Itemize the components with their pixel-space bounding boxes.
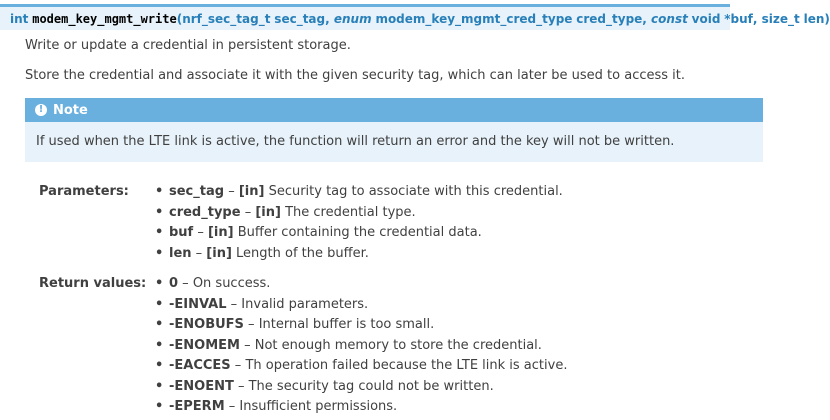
list-item: • sec_tag – [in] Security tag to associate with this credential. (155, 182, 563, 203)
return-type: int (10, 11, 29, 26)
param-prefix-enum: enum (333, 11, 372, 26)
param-name-len: len (803, 11, 825, 26)
list-item: • -ENOMEM – Not enough memory to store the credential. (155, 336, 567, 357)
summary-text: Write or update a credential in persistent storage. (25, 38, 351, 53)
parameters-label: Parameters: (39, 184, 129, 199)
note-title: Note (53, 102, 88, 118)
open-paren: ( (176, 11, 183, 26)
list-item: • len – [in] Length of the buffer. (155, 244, 563, 265)
list-item: • -ENOBUFS – Internal buffer is too small. (155, 315, 567, 336)
list-item: • buf – [in] Buffer containing the credential data. (155, 223, 563, 244)
close-paren: ) (824, 11, 830, 26)
note-body: If used when the LTE link is active, the function will return an error and the key will not be written. (36, 134, 675, 149)
parameters-list (155, 182, 563, 264)
list-item: • cred_type – [in] The credential type. (155, 203, 563, 224)
param-type-sec-tag[interactable]: nrf_sec_tag_t (182, 11, 271, 26)
list-item: • -ENOENT – The security tag could not be written. (155, 377, 567, 398)
param-name-cred-type: cred_type (576, 11, 643, 26)
function-signature: int modem_key_mgmt_write ( nrf_sec_tag_t sec_tag , enum modem_key_mgmt_cred_type cred_type , const void *buf , size_t len ) (0, 4, 730, 30)
function-name[interactable]: modem_key_mgmt_write (32, 11, 177, 26)
list-item: • -EPERM – Insufficient permissions. (155, 397, 567, 418)
list-item: • -EACCES – Th operation failed because the LTE link is active. (155, 356, 567, 377)
param-type-buf: void (691, 11, 721, 26)
return-values-list (155, 274, 567, 418)
list-item: • -EINVAL – Invalid parameters. (155, 295, 567, 316)
note-header (25, 98, 763, 122)
param-prefix-const: const (651, 11, 688, 26)
info-icon: ! (35, 104, 47, 116)
param-name-buf: *buf (724, 11, 753, 26)
list-item: • 0 – On success. (155, 274, 567, 295)
note-box (25, 98, 763, 162)
detail-text: Store the credential and associate it with the given security tag, which can later be used to access it. (25, 68, 686, 83)
param-name-sec-tag: sec_tag (274, 11, 326, 26)
return-values-label: Return values: (39, 276, 147, 291)
param-type-len: size_t (761, 11, 800, 26)
param-type-cred-type[interactable]: modem_key_mgmt_cred_type (375, 11, 573, 26)
